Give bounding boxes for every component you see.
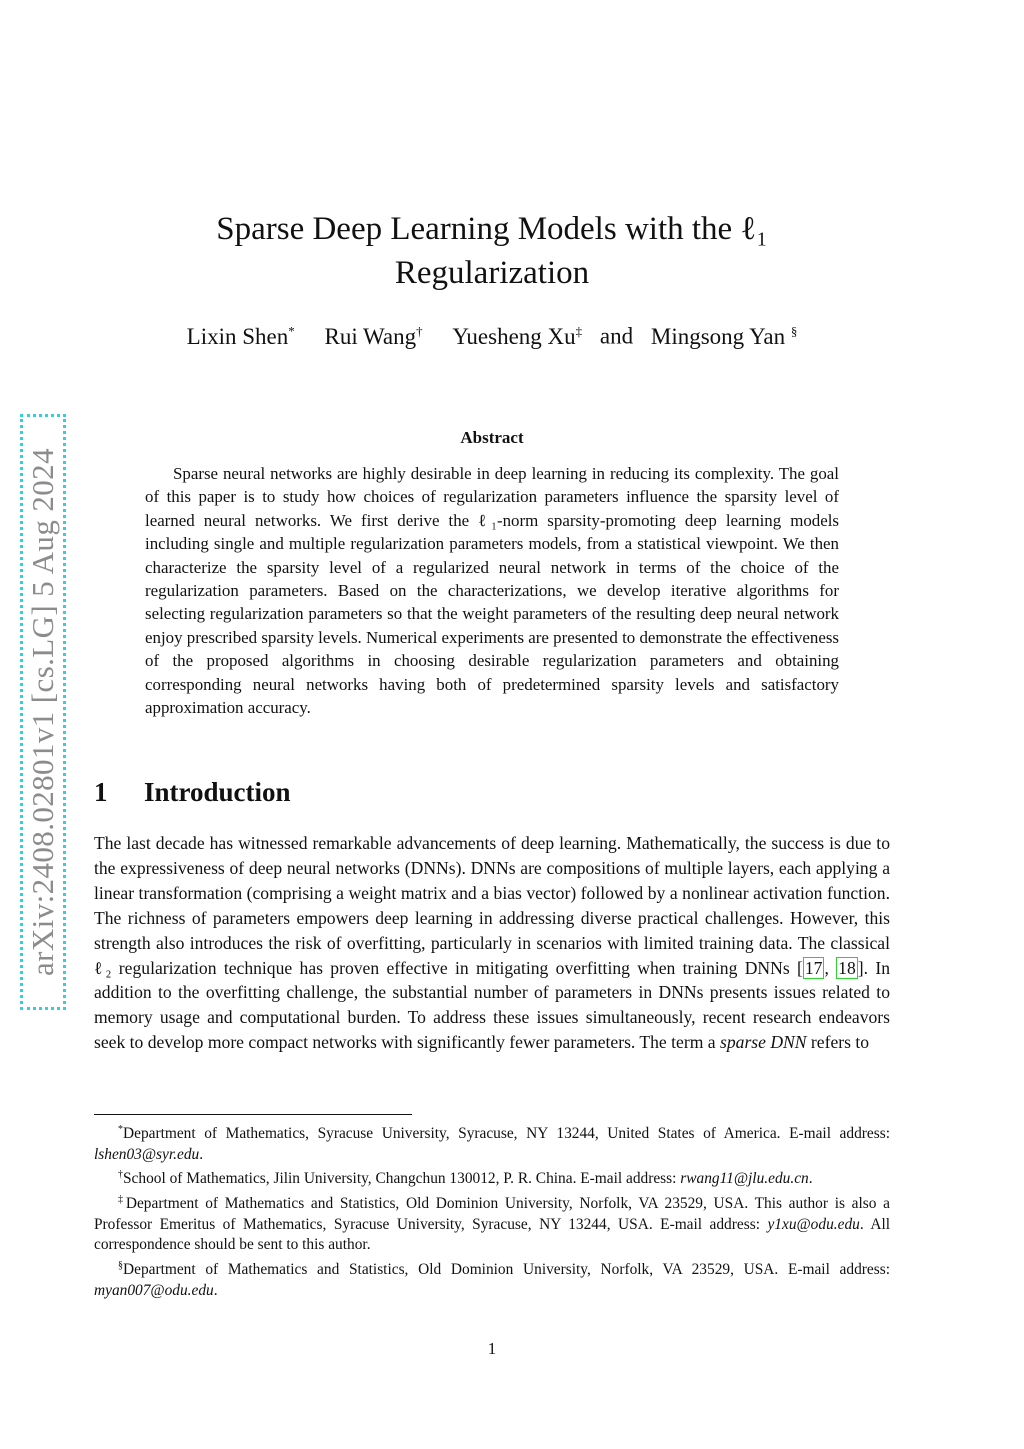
author-2: Rui Wang†: [324, 323, 423, 349]
authors-connector: and: [599, 323, 634, 349]
author-list: [150, 323, 834, 350]
citation-link-17[interactable]: 17: [804, 957, 823, 978]
arxiv-stamp[interactable]: arXiv:2408.02801v1 [cs.LG] 5 Aug 2024: [25, 448, 60, 976]
section-title: Introduction: [144, 777, 291, 807]
section-number: 1: [94, 777, 108, 807]
citation-link-18[interactable]: 18: [838, 957, 856, 978]
footnote-divider: [94, 1114, 412, 1115]
introduction-paragraph: The last decade has witnessed remarkable advancements of deep learning. Mathematically, the success is due to the expressiveness of deep neural networks (DNNs). DNNs are compositions of multiple layers, each applying a linear transformation (comprising a weight matrix and a bias vector) followed by a nonlinear activation function. The richness of parameters empowers deep learning in addressing diverse practical challenges. However, this strength also introduces the risk of overfitting, particularly in scenarios with limited training data. The classical ℓ₂ regularization technique has proven effective in mitigating overfitting when training DNNs [ 17 , 18 ]. In addition to the overfitting challenge, the substantial number of parameters in DNNs presents issues related to memory usage and computational burden. To address these issues simultaneously, recent research endeavors seek to develop more compact networks with significantly fewer parameters. The term a sparse DNN refers to: [94, 833, 890, 1053]
emphasis-sparse-dnn: sparse DNN: [720, 1032, 807, 1053]
author-1: Lixin Shen*: [186, 323, 295, 349]
abstract-heading: Abstract: [460, 428, 524, 447]
footnote-1: *Department of Mathematics, Syracuse University, Syracuse, NY 13244, United States of America. E-mail address: lshen03@syr.edu.: [94, 1124, 890, 1163]
footnote-3: ‡Department of Mathematics and Statistics, Old Dominion University, Norfolk, VA 23529, USA. This author is also a Professor Emeritus of Mathematics, Syracuse University, Syracuse, NY 13244, USA. E-mail address: y1xu@odu.edu. All correspondence should be sent to this author.: [94, 1194, 890, 1254]
email-link[interactable]: y1xu@odu.edu: [767, 1215, 860, 1233]
title-line-1: Sparse Deep Learning Models with the ℓ₁: [216, 211, 768, 247]
footnotes: [94, 1120, 890, 1301]
author-3: Yuesheng Xu‡: [452, 323, 583, 349]
page-number: 1: [487, 1339, 497, 1358]
footnote-2: †School of Mathematics, Jilin University, Changchun 130012, P. R. China. E-mail address: rwang11@jlu.edu.cn.: [118, 1169, 813, 1188]
section-heading: [94, 777, 291, 808]
email-link[interactable]: rwang11@jlu.edu.cn: [680, 1170, 809, 1188]
footnote-4: §Department of Mathematics and Statistics, Old Dominion University, Norfolk, VA 23529, USA. E-mail address: myan007@odu.edu.: [94, 1259, 890, 1299]
title-line-2: Regularization: [394, 255, 590, 291]
author-4: Mingsong Yan §: [650, 323, 798, 349]
email-link[interactable]: myan007@odu.edu: [94, 1281, 214, 1299]
email-link[interactable]: lshen03@syr.edu: [94, 1145, 200, 1163]
abstract-text: Sparse neural networks are highly desirable in deep learning in reducing its complexity. The goal of this paper is to study how choices of regularization parameters influence the sparsity level of learned neural networks. We first derive the ℓ₁-norm sparsity-promoting deep learning models including single and multiple regularization parameters models, from a statistical viewpoint. We then characterize the sparsity level of a regularized neural network in terms of the choice of the regularization parameters. Based on the characterizations, we develop iterative algorithms for selecting regularization parameters so that the weight parameters of the resulting deep neural network enjoy prescribed sparsity levels. Numerical experiments are presented to demonstrate the effectiveness of the proposed algorithms in choosing desirable regularization parameters and obtaining corresponding neural networks having both of predetermined sparsity levels and satisfactory approximation accuracy.: [145, 464, 839, 718]
paper-title: [150, 207, 834, 295]
